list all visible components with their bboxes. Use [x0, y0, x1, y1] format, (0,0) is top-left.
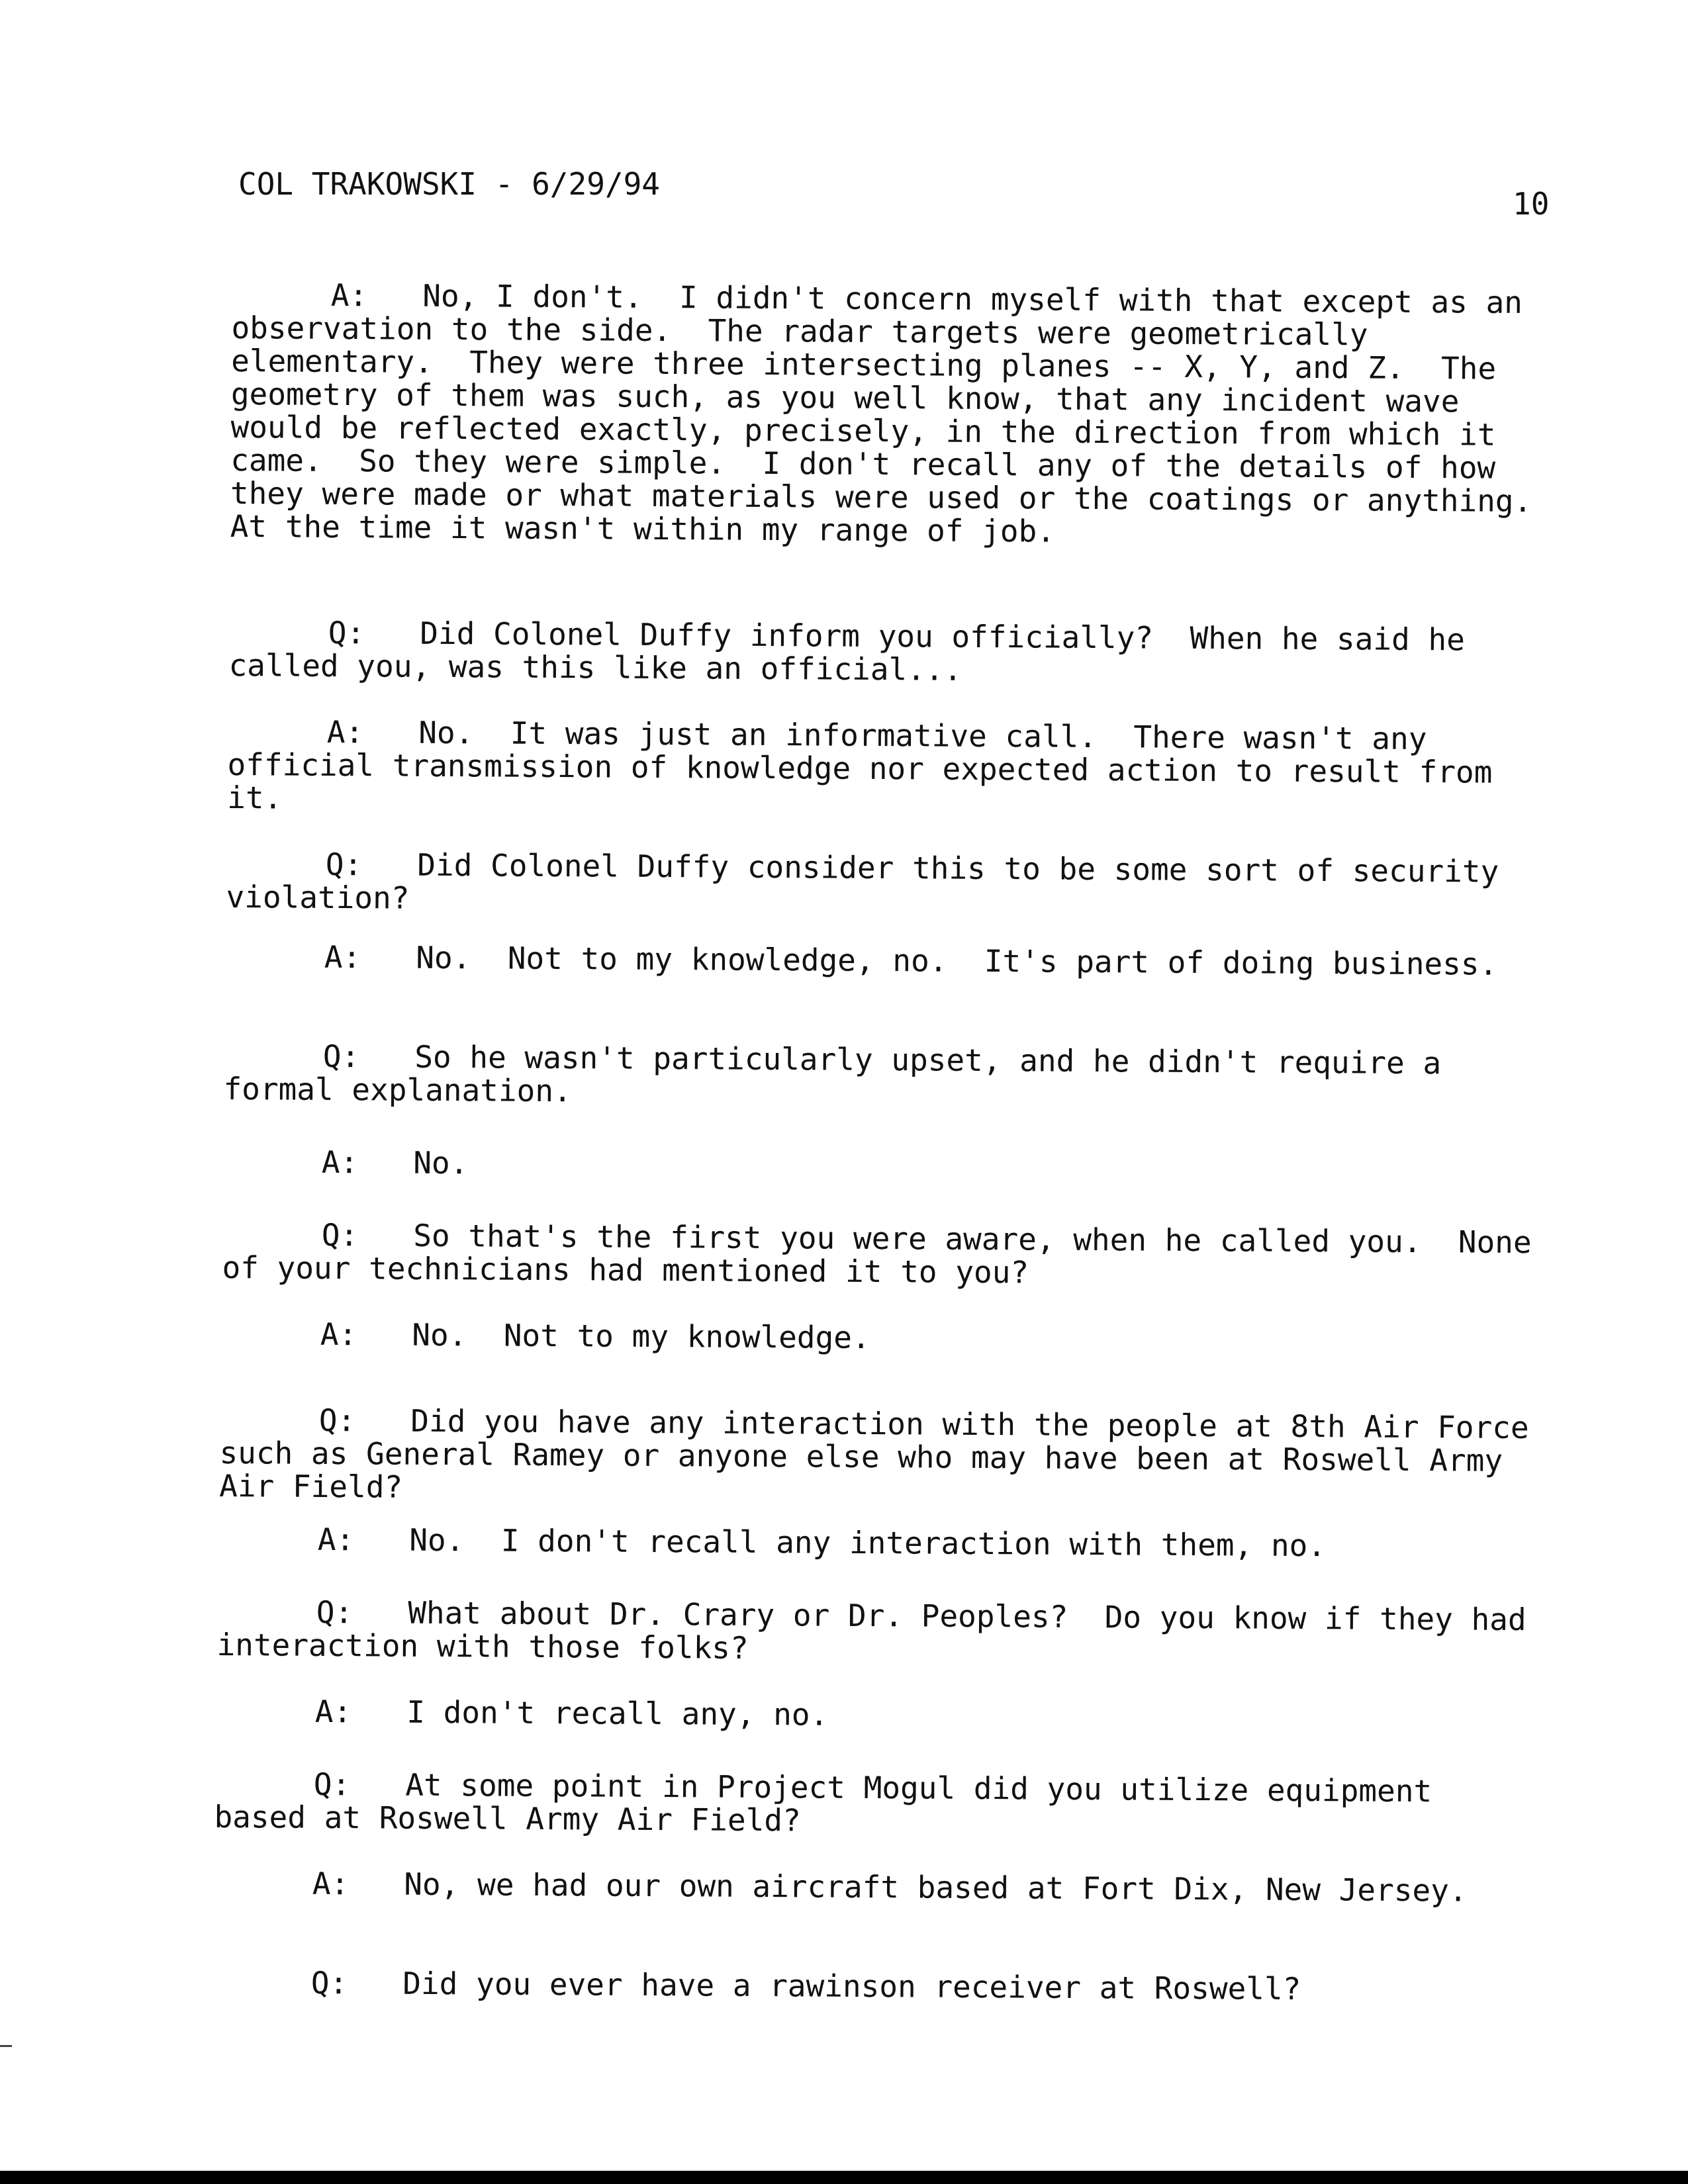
speaker-label: A: — [314, 1693, 352, 1730]
scan-margin-mark — [0, 2045, 12, 2047]
utterance-text: No, we had our own aircraft based at Fort Dix, New Jersey. — [404, 1866, 1468, 1909]
answer-paragraph — [221, 1317, 1538, 1358]
question-paragraph — [212, 1966, 1529, 2007]
paragraph-text — [222, 1216, 1550, 1292]
question-paragraph — [226, 847, 1544, 921]
speaker-label: A: — [326, 713, 364, 751]
speaker-label: Q: — [313, 1766, 351, 1803]
question-paragraph — [219, 1402, 1548, 1510]
speaker-label: A: — [320, 1316, 357, 1353]
utterance-text: I don't recall any, no. — [406, 1694, 829, 1733]
speaker-label: Q: — [318, 1402, 356, 1439]
question-paragraph — [228, 615, 1546, 690]
utterance-text: Did you have any interaction with the people at 8th Air Force such as General Ramey or anyone else who may have been at Roswell Army Air Field? — [219, 1402, 1548, 1505]
scan-bottom-edge — [0, 2171, 1688, 2184]
paragraph-text — [230, 277, 1569, 551]
utterance-text: No. Not to my knowledge. — [412, 1316, 870, 1355]
paragraph-text — [218, 1522, 1536, 1563]
utterance-text: So he wasn't particularly upset, and he didn't require a formal explanation. — [223, 1038, 1460, 1109]
utterance-text: No. It was just an informative call. There wasn't any official transmission of knowledge nor expected action to result from it. — [227, 714, 1511, 816]
answer-paragraph — [230, 277, 1569, 551]
paragraph-text — [212, 1966, 1529, 2007]
speaker-label: Q: — [316, 1594, 353, 1631]
utterance-text: Did Colonel Duffy inform you officially? When he said he called you, was this like an official... — [228, 615, 1483, 688]
answer-paragraph — [213, 1866, 1530, 1907]
utterance-text: No. — [413, 1144, 469, 1181]
answer-paragraph — [225, 940, 1542, 981]
speaker-label: A: — [312, 1865, 350, 1902]
answer-paragraph — [227, 715, 1545, 822]
paragraph-text — [219, 1402, 1548, 1510]
paragraph-text — [221, 1317, 1538, 1358]
speaker-label: Q: — [325, 846, 363, 883]
answer-paragraph — [216, 1694, 1533, 1735]
paragraph-text — [216, 1694, 1533, 1735]
utterance-text: So that's the first you were aware, when he called you. None of your technicians had mentioned it to you? — [222, 1217, 1550, 1291]
answer-paragraph — [218, 1522, 1536, 1563]
utterance-text: No, I don't. I didn't concern myself with that except as an observation to the side. The radar targets were geometrically elementary. They were three intersecting planes -- X, Y, and Z. The geometry of them was such, as you well know, that any incident wave would be reflected exactly, precisely, in the direction from which it came. So they were simple. I don't recall any of the details of how they were made or what materials were used or the coatings or anything. At the time it wasn't within my range of job. — [230, 277, 1569, 549]
speaker-label: A: — [321, 1144, 359, 1181]
question-paragraph — [216, 1594, 1545, 1669]
speaker-label: A: — [317, 1521, 355, 1558]
paragraph-text — [226, 847, 1544, 921]
question-paragraph — [222, 1216, 1550, 1292]
utterance-text: No. Not to my knowledge, no. It's part of doing business. — [416, 939, 1498, 982]
speaker-label: Q: — [310, 1964, 348, 2001]
utterance-text: No. I don't recall any interaction with them, no. — [409, 1522, 1327, 1564]
speaker-label: A: — [330, 277, 368, 314]
speaker-label: Q: — [321, 1216, 359, 1253]
speaker-label: Q: — [328, 614, 365, 651]
paragraph-text — [213, 1866, 1530, 1907]
page-header-title: COL TRAKOWSKI - 6/29/94 — [238, 166, 660, 202]
paragraph-text — [225, 940, 1542, 981]
answer-paragraph — [222, 1145, 1540, 1186]
paragraph-text — [223, 1039, 1541, 1113]
question-paragraph — [214, 1767, 1532, 1841]
page-number: 10 — [1513, 186, 1550, 222]
paragraph-text — [228, 615, 1546, 690]
paragraph-text — [227, 715, 1545, 822]
paragraph-text — [216, 1594, 1545, 1669]
question-paragraph — [223, 1039, 1541, 1113]
paragraph-text — [222, 1145, 1540, 1186]
utterance-text: What about Dr. Crary or Dr. Peoples? Do you know if they had interaction with those folks? — [216, 1594, 1545, 1666]
utterance-text: Did you ever have a rawinson receiver at Roswell? — [402, 1965, 1301, 2007]
paragraph-text — [214, 1767, 1532, 1841]
utterance-text: Did Colonel Duffy consider this to be some sort of security violation? — [226, 846, 1518, 916]
utterance-text: At some point in Project Mogul did you utilize equipment based at Roswell Army Air Field? — [214, 1766, 1451, 1839]
speaker-label: A: — [324, 938, 361, 976]
speaker-label: Q: — [322, 1038, 360, 1075]
